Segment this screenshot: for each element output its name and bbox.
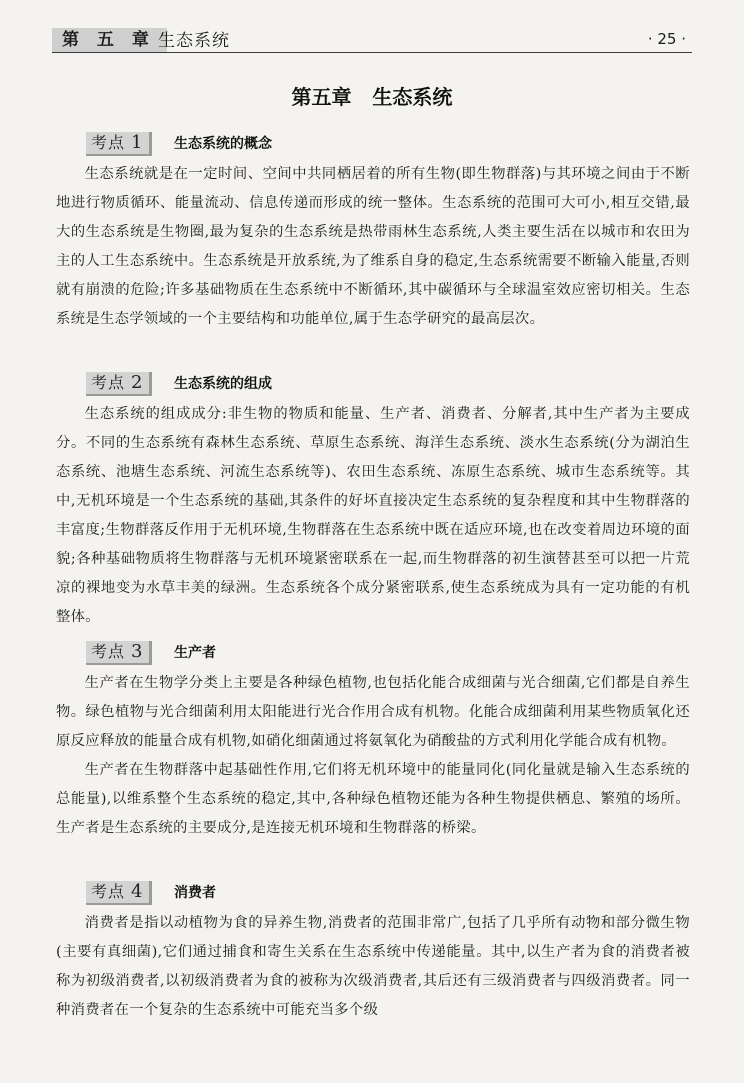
kaodian-number: 1 [131, 132, 144, 153]
kaodian-number: 2 [131, 372, 144, 393]
running-chapter-name: 生态系统 [158, 31, 230, 51]
kaodian-number: 3 [131, 641, 144, 662]
kaodian-badge [86, 372, 152, 396]
chapter-title: 第五章 生态系统 [291, 85, 453, 109]
paragraph: 生产者在生物群落中起基础性作用,它们将无机环境中的能量同化(同化量就是输入生态系统的总能量),以维系整个生态系统的稳定,其中,各种绿色植物还能为各种生物提供栖息、繁殖的场所。生产者是生态系统的主要成分,是连接无机环境和生物群落的桥梁。 [56, 762, 690, 836]
section-title: 生态系统的概念 [174, 136, 272, 152]
kaodian-label: 考点 [91, 882, 126, 901]
kaodian-badge [86, 132, 152, 156]
running-header [52, 24, 692, 54]
section-1 [56, 130, 690, 334]
section-heading [56, 879, 690, 909]
section-title: 生产者 [174, 645, 216, 661]
paragraph: 消费者是指以动植物为食的异养生物,消费者的范围非常广,包括了几乎所有动物和部分微生物(主要有真细菌),它们通过捕食和寄生关系在生态系统中传递能量。其中,以生产者为食的消费者被称为初级消费者,以初级消费者为食的被称为次级消费者,其后还有三级消费者与四级消费者。同一种消费者在一个复杂的生态系统中可能充当多个级 [56, 915, 690, 1018]
section-3 [56, 639, 690, 843]
section-4 [56, 879, 690, 1025]
chapter-tab: 第 五 章 [52, 28, 167, 52]
kaodian-label: 考点 [91, 373, 126, 392]
header-rule [52, 52, 692, 53]
kaodian-label: 考点 [91, 642, 126, 661]
kaodian-badge [86, 881, 152, 905]
section-title: 消费者 [174, 885, 216, 901]
kaodian-badge [86, 641, 152, 665]
section-heading [56, 130, 690, 160]
paragraph: 生态系统的组成成分:非生物的物质和能量、生产者、消费者、分解者,其中生产者为主要成分。不同的生态系统有森林生态系统、草原生态系统、海洋生态系统、淡水生态系统(分为湖泊生态系统、池塘生态系统、河流生态系统等)、农田生态系统、冻原生态系统、城市生态系统等。其中,无机环境是一个生态系统的基础,其条件的好坏直接决定生态系统的复杂程度和其中生物群落的丰富度;生物群落反作用于无机环境,生物群落在生态系统中既在适应环境,也在改变着周边环境的面貌;各种基础物质将生物群落与无机环境紧密联系在一起,而生物群落的初生演替甚至可以把一片荒凉的裸地变为水草丰美的绿洲。生态系统各个成分紧密联系,使生态系统成为具有一定功能的有机整体。 [56, 406, 690, 625]
paragraph: 生态系统就是在一定时间、空间中共同栖居着的所有生物(即生物群落)与其环境之间由于不断地进行物质循环、能量流动、信息传递而形成的统一整体。生态系统的范围可大可小,相互交错,最大的生态系统是生物圈,最为复杂的生态系统是热带雨林生态系统,人类主要生活在以城市和农田为主的人工生态系统中。生态系统是开放系统,为了维系自身的稳定,生态系统需要不断输入能量,否则就有崩溃的危险;许多基础物质在生态系统中不断循环,其中碳循环与全球温室效应密切相关。生态系统是生态学领域的一个主要结构和功能单位,属于生态学研究的最高层次。 [56, 166, 690, 327]
page-number: · 25 · [647, 30, 686, 48]
kaodian-number: 4 [131, 881, 144, 902]
section-heading [56, 370, 690, 400]
section-heading [56, 639, 690, 669]
paragraph: 生产者在生物学分类上主要是各种绿色植物,也包括化能合成细菌与光合细菌,它们都是自养生物。绿色植物与光合细菌利用太阳能进行光合作用合成有机物。化能合成细菌利用某些物质氧化还原反应释放的能量合成有机物,如硝化细菌通过将氨氧化为硝酸盐的方式利用化学能合成有机物。 [56, 675, 690, 749]
kaodian-label: 考点 [91, 133, 126, 152]
section-2 [56, 370, 690, 632]
section-title: 生态系统的组成 [174, 376, 272, 392]
